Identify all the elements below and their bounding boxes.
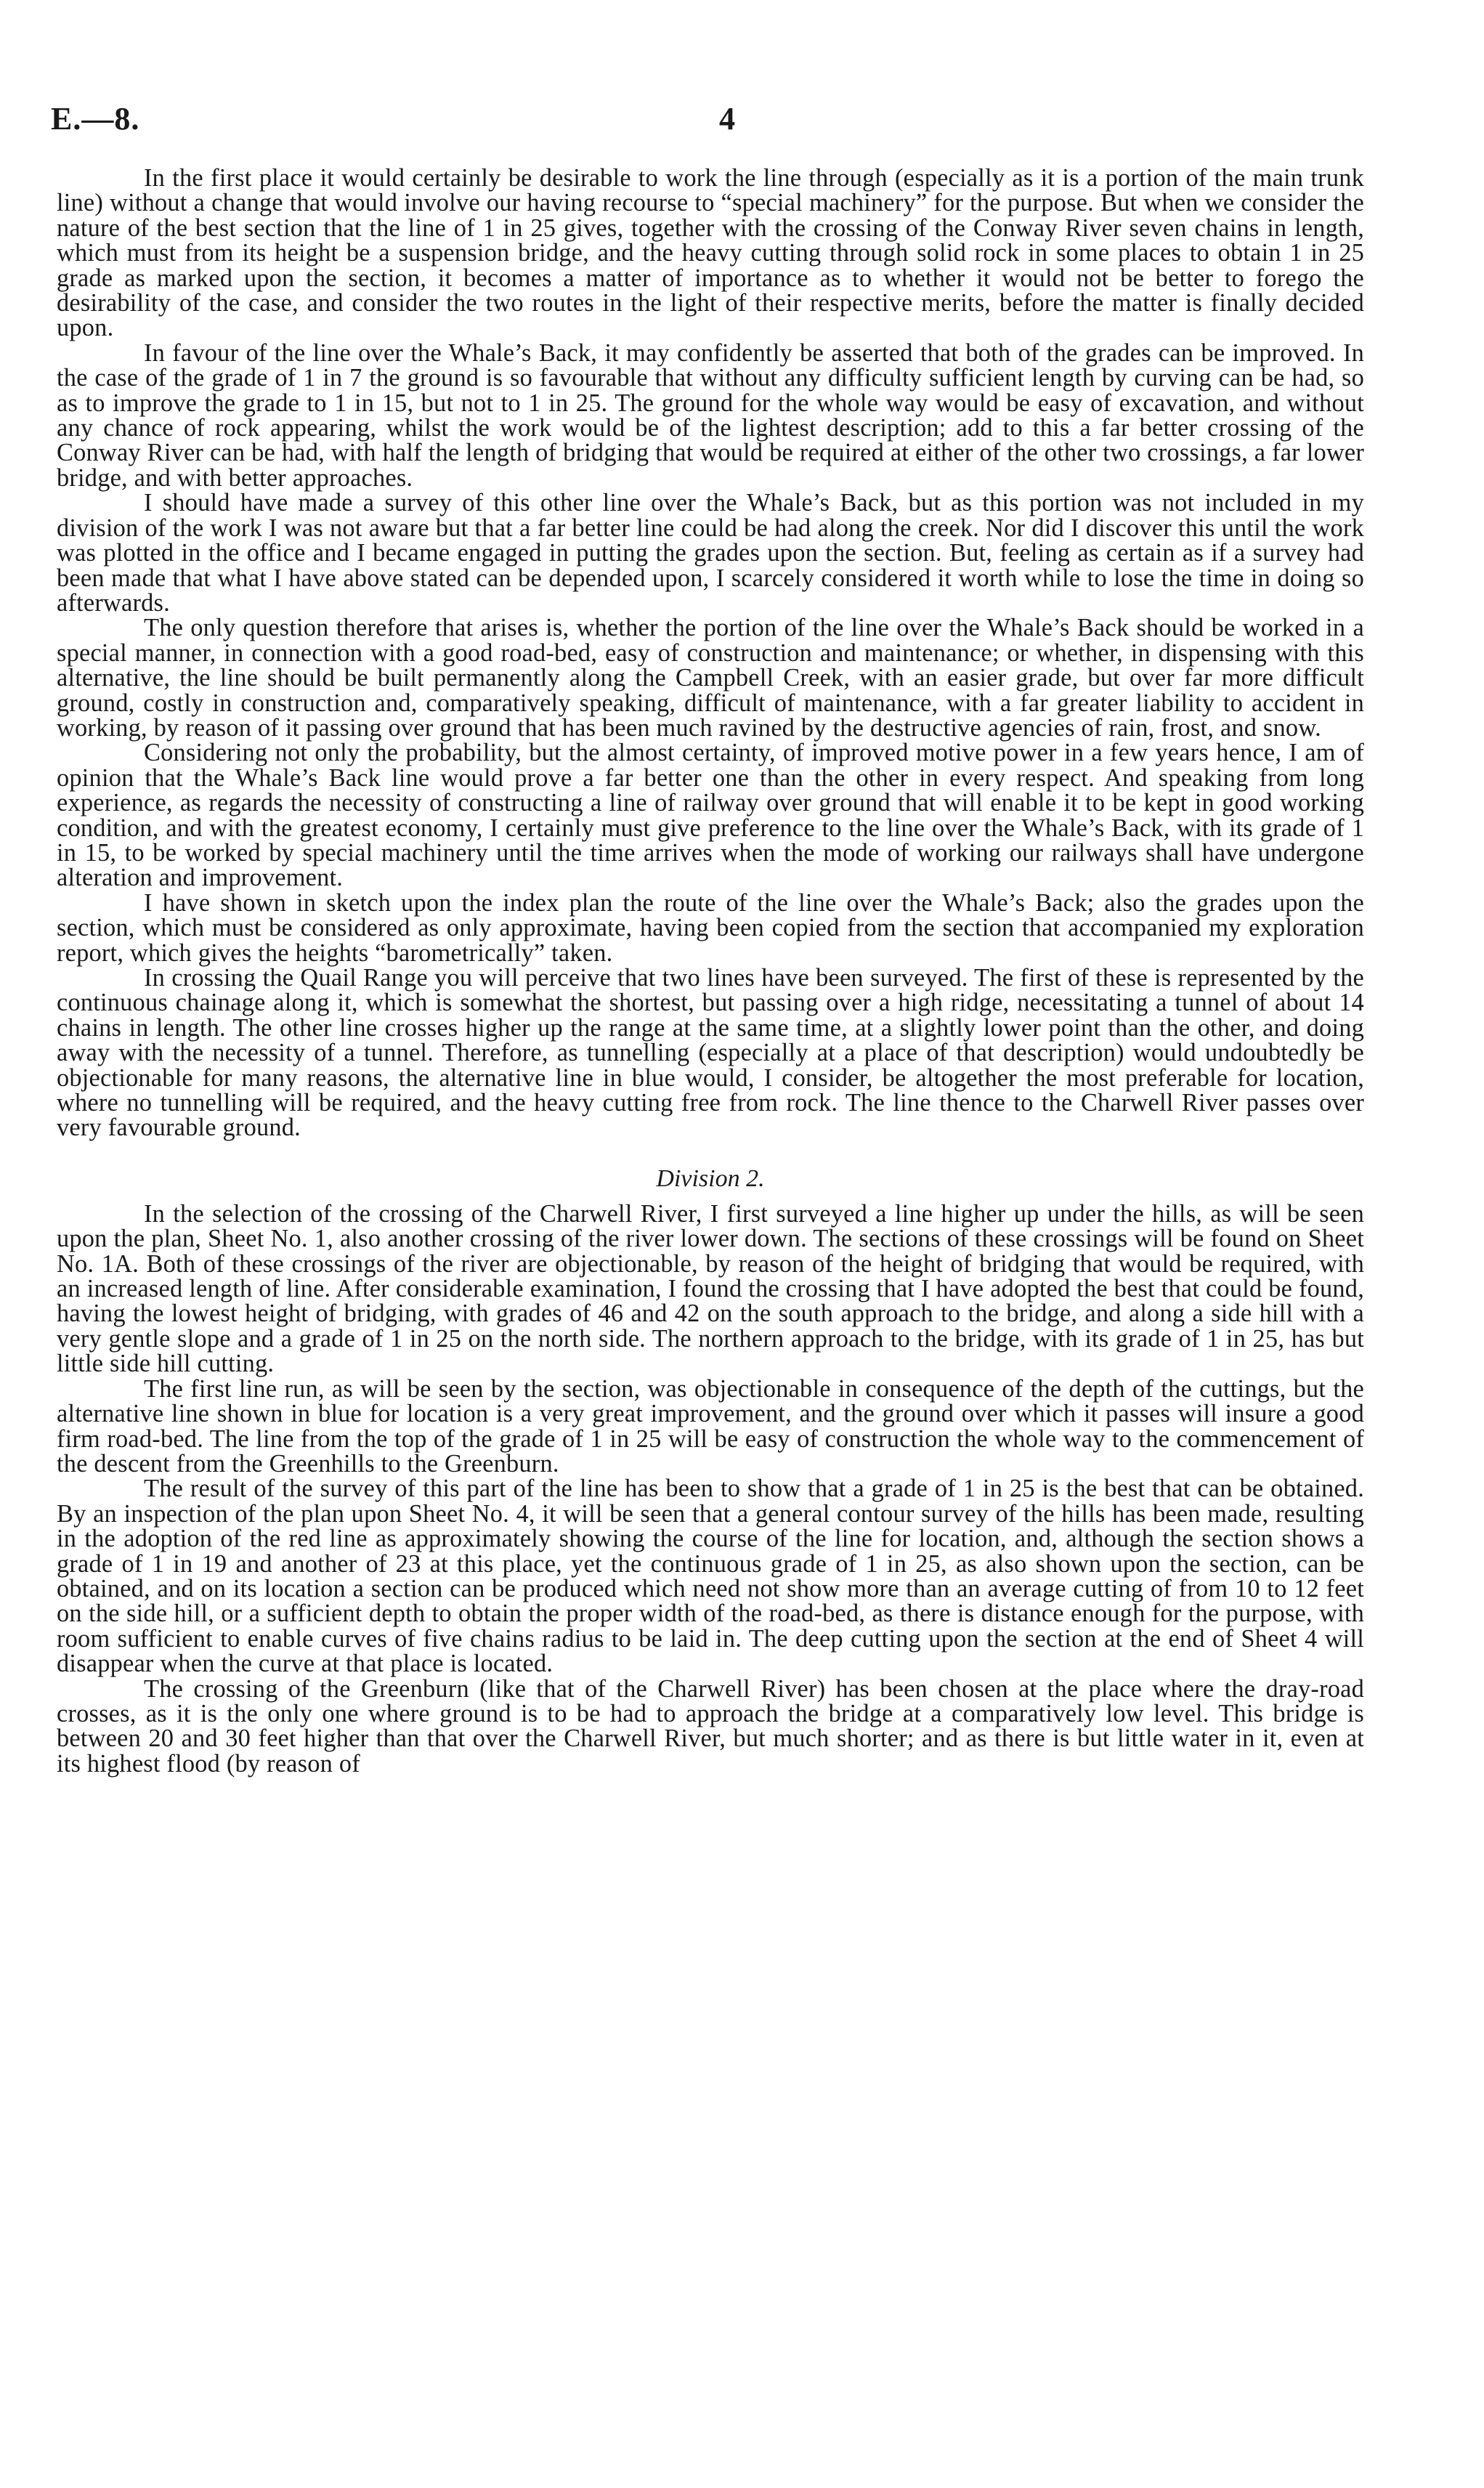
paragraph: The only question therefore that arises is, whether the portion of the line over the Whale’s Back should be worked in a special manner, in connection with a good road-bed, easy of construction and maintenance; or whether, in dispensing with this alternative, the line should be built permanently along the Campbell Creek, with an easier grade, but over far more difficult ground, costly in construction and, comparatively speaking, difficult of maintenance, with a far greater liability to accident in working, by reason of it passing over ground that has been much ravined by the destructive agencies of rain, frost, and snow.: [57, 614, 1364, 742]
paragraph: I have shown in sketch upon the index plan the route of the line over the Whale’s Back; also the grades upon the section, which must be considered as only approximate, having been copied from the section that accompanied my exploration report, which gives the heights “barometrically” taken.: [57, 888, 1364, 967]
document-reference: E.—8.: [51, 101, 140, 137]
paragraph: The first line run, as will be seen by the section, was objectionable in consequence of the depth of the cuttings, but the alternative line shown in blue for location is a very great improvement, and the ground over which it passes will insure a good firm road-bed. The line from the top of the grade of 1 in 25 will be easy of construction the whole way to the commencement of the descent from the Greenhills to the Greenburn.: [57, 1374, 1364, 1478]
section-heading: Division 2.: [656, 1164, 765, 1192]
body-text: [57, 166, 1364, 1776]
page-number: 4: [719, 101, 735, 137]
paragraph: The result of the survey of this part of the line has been to show that a grade of 1 in 25 is the best that can be obtained. By an inspection of the plan upon Sheet No. 4, it will be seen that a general contour survey of the hills has been made, resulting in the adoption of the red line as approximately showing the course of the line for location, and, although the section shows a grade of 1 in 19 and another of 23 at this place, yet the continuous grade of 1 in 25, as also shown upon the section, can be obtained, and on its location a section can be produced which need not show more than an average cutting of from 10 to 12 feet on the side hill, or a sufficient depth to obtain the proper width of the road-bed, as there is distance enough for the purpose, with room sufficient to enable curves of five chains radius to be laid in. The deep cutting upon the section at the end of Sheet 4 will disappear when the curve at that place is located.: [57, 1475, 1364, 1678]
paragraph: The crossing of the Greenburn (like that of the Charwell River) has been chosen at the place where the dray-road crosses, as it is the only one where ground is to be had to approach the bridge at a comparatively low level. This bridge is between 20 and 30 feet higher than that over the Charwell River, but much shorter; and as there is but little water in it, even at its highest flood (by reason of: [57, 1674, 1364, 1778]
page-header: [51, 100, 1431, 144]
paragraph: In the first place it would certainly be desirable to work the line through (especially as it is a portion of the main trunk line) without a change that would involve our having recourse to “special machinery” for the purpose. But when we consider the nature of the best section that the line of 1 in 25 gives, together with the crossing of the Conway River seven chains in length, which must from its height be a suspension bridge, and the heavy cutting through solid rock in some places to obtain 1 in 25 grade as marked upon the section, it becomes a matter of importance as to whether it would not be better to forego the desirability of the case, and consider the two routes in the light of their respective merits, before the matter is finally decided upon.: [57, 164, 1364, 342]
paragraph: In the selection of the crossing of the Charwell River, I first surveyed a line higher up under the hills, as will be seen upon the plan, Sheet No. 1, also another crossing of the river lower down. The sections of these crossings will be found on Sheet No. 1A. Both of these crossings of the river are objectionable, by reason of the height of bridging that would be required, with an increased length of line. After considerable examination, I found the crossing that I have adopted the best that could be found, having the lowest height of bridging, with grades of 46 and 42 on the south approach to the bridge, and along a side hill with a very gentle slope and a grade of 1 in 25 on the north side. The northern approach to the bridge, with its grade of 1 in 25, has but little side hill cutting.: [57, 1199, 1364, 1378]
paragraph: I should have made a survey of this other line over the Whale’s Back, but as this portion was not included in my division of the work I was not aware but that a far better line could be had along the creek. Nor did I discover this until the work was plotted in the office and I became engaged in putting the grades upon the section. But, feeling as certain as if a survey had been made that what I have above stated can be depended upon, I scarcely considered it worth while to lose the time in doing so afterwards.: [57, 489, 1364, 617]
paragraph: In favour of the line over the Whale’s Back, it may confidently be asserted that both of the grades can be improved. In the case of the grade of 1 in 7 the ground is so favourable that without any difficulty sufficient length by curving can be had, so as to improve the grade to 1 in 15, but not to 1 in 25. The ground for the whole way would be easy of excavation, and without any chance of rock appearing, whilst the work would be of the lightest description; add to this a far better crossing of the Conway River can be had, with half the length of bridging that would be required at either of the other two crossings, a far lower bridge, and with better approaches.: [57, 339, 1364, 492]
paragraph: Considering not only the probability, but the almost certainty, of improved motive power in a few years hence, I am of opinion that the Whale’s Back line would prove a far better one than the other in every respect. And speaking from long experience, as regards the necessity of constructing a line of railway over ground that will enable it to be kept in good working condition, and with the greatest economy, I certainly must give preference to the line over the Whale’s Back, with its grade of 1 in 15, to be worked by special machinery until the time arrives when the mode of working our railways shall have undergone alteration and improvement.: [57, 739, 1364, 892]
paragraph: In crossing the Quail Range you will perceive that two lines have been surveyed. The first of these is represented by the continuous chainage along it, which is somewhat the shortest, but passing over a high ridge, necessitating a tunnel of about 14 chains in length. The other line crosses higher up the range at the same time, at a slightly lower point than the other, and doing away with the necessity of a tunnel. Therefore, as tunnelling (especially at a place of that description) would undoubtedly be objectionable for many reasons, the alternative line in blue would, I consider, be altogether the most preferable for location, where no tunnelling will be required, and the heavy cutting free from rock. The line thence to the Charwell River passes over very favourable ground.: [57, 964, 1364, 1142]
